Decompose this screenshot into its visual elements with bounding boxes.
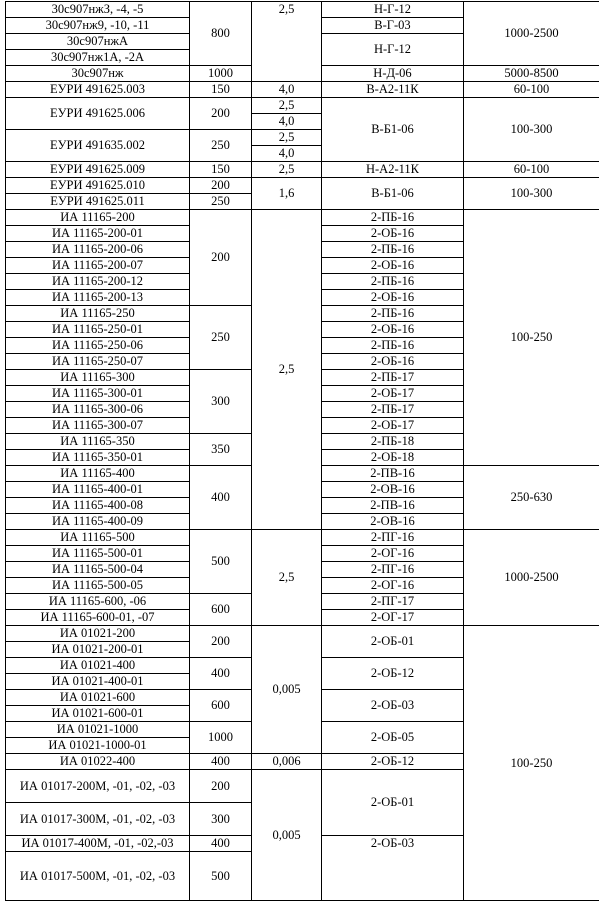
drive-cell: 2-ОБ-16 xyxy=(322,290,464,306)
drive-cell: 2-ОБ-12 xyxy=(322,658,464,690)
drive-cell: 2-ОГ-17 xyxy=(322,610,464,626)
drive-cell: 2-ПВ-16 xyxy=(322,498,464,514)
nominal-diameter-cell: 300 xyxy=(190,803,252,836)
drive-cell: 2-ПБ-16 xyxy=(322,210,464,226)
drive-cell: 2-ПБ-17 xyxy=(322,402,464,418)
valve-name-cell: 30с907нжА xyxy=(6,34,190,50)
drive-cell: 2-ОБ-17 xyxy=(322,386,464,402)
table-row xyxy=(6,2,600,18)
pressure-cell: 2,5 xyxy=(252,210,322,530)
valve-name-cell: ИА 11165-250-07 xyxy=(6,354,190,370)
drive-cell: 2-ОВ-16 xyxy=(322,514,464,530)
drive-cell: 2-ПГ-16 xyxy=(322,562,464,578)
valve-name-cell: ИА 01021-1000-01 xyxy=(6,738,190,754)
pressure-cell: 0,005 xyxy=(252,770,322,901)
torque-range-cell: 60-100 xyxy=(464,162,600,178)
drive-cell: В-Б1-06 xyxy=(322,98,464,162)
valve-name-cell: ИА 11165-300-06 xyxy=(6,402,190,418)
drive-cell: 2-ОБ-16 xyxy=(322,258,464,274)
valve-name-cell: 30с907нж xyxy=(6,66,190,82)
table-row xyxy=(6,98,600,114)
torque-range-cell: 60-100 xyxy=(464,82,600,98)
drive-cell: 2-ПБ-18 xyxy=(322,434,464,450)
nominal-diameter-cell: 600 xyxy=(190,690,252,722)
valve-name-cell: ИА 11165-500-05 xyxy=(6,578,190,594)
valve-name-cell: ИА 11165-400-01 xyxy=(6,482,190,498)
valve-name-cell: ИА 11165-500 xyxy=(6,530,190,546)
drive-cell: В-Г-03 xyxy=(322,18,464,34)
valve-name-cell: ИА 11165-200 xyxy=(6,210,190,226)
drive-cell: Н-Г-12 xyxy=(322,34,464,66)
drive-cell: 2-ОБ-16 xyxy=(322,354,464,370)
torque-range-cell: 1000-2500 xyxy=(464,2,600,66)
torque-range-cell: 100-250 xyxy=(464,626,600,901)
valve-name-cell: ИА 11165-500-04 xyxy=(6,562,190,578)
table-row xyxy=(6,162,600,178)
drive-cell: 2-ПБ-17 xyxy=(322,370,464,386)
valve-name-cell: ИА 11165-250-01 xyxy=(6,322,190,338)
nominal-diameter-cell: 600 xyxy=(190,594,252,626)
torque-range-cell: 100-250 xyxy=(464,210,600,466)
valve-name-cell: 30с907нж9, -10, -11 xyxy=(6,18,190,34)
valve-name-cell: ЕУРИ 491625.010 xyxy=(6,178,190,194)
nominal-diameter-cell: 800 xyxy=(190,2,252,66)
valve-name-cell: ИА 11165-400 xyxy=(6,466,190,482)
valve-name-cell: ИА 11165-600, -06 xyxy=(6,594,190,610)
drive-cell: Н-Г-12 xyxy=(322,2,464,18)
valve-name-cell: ИА 01021-200-01 xyxy=(6,642,190,658)
valve-name-cell: 30с907нжЗ, -4, -5 xyxy=(6,2,190,18)
table-row xyxy=(6,178,600,194)
valve-name-cell: ИА 01021-1000 xyxy=(6,722,190,738)
valve-name-cell: ИА 11165-250-06 xyxy=(6,338,190,354)
pressure-cell: 1,6 xyxy=(252,178,322,210)
table-row xyxy=(6,626,600,642)
drive-cell: 2-ОБ-12 xyxy=(322,754,464,770)
nominal-diameter-cell: 250 xyxy=(190,306,252,370)
pressure-cell: 2,5 xyxy=(252,98,322,114)
valve-name-cell: ИА 01021-200 xyxy=(6,626,190,642)
pressure-cell: 4,0 xyxy=(252,146,322,162)
pressure-cell: 2,5 xyxy=(252,162,322,178)
valve-name-cell: ИА 01017-200М, -01, -02, -03 xyxy=(6,770,190,803)
nominal-diameter-cell: 200 xyxy=(190,98,252,130)
pressure-cell: 2,5 xyxy=(252,130,322,146)
nominal-diameter-cell: 200 xyxy=(190,210,252,306)
drive-cell: В-А2-11К xyxy=(322,82,464,98)
nominal-diameter-cell: 200 xyxy=(190,770,252,803)
drive-cell: 2-ОБ-17 xyxy=(322,418,464,434)
drive-cell: 2-ОБ-03 xyxy=(322,836,464,901)
valve-name-cell: ИА 11165-350 xyxy=(6,434,190,450)
drive-cell: 2-ОБ-18 xyxy=(322,450,464,466)
drive-cell: 2-ПВ-16 xyxy=(322,466,464,482)
valve-name-cell: ИА 11165-200-13 xyxy=(6,290,190,306)
drive-cell: 2-ОБ-16 xyxy=(322,226,464,242)
valve-name-cell: ИА 01021-600-01 xyxy=(6,706,190,722)
valve-name-cell: ИА 11165-200-12 xyxy=(6,274,190,290)
valve-name-cell: ИА 11165-250 xyxy=(6,306,190,322)
nominal-diameter-cell: 150 xyxy=(190,82,252,98)
drive-cell: 2-ОБ-05 xyxy=(322,722,464,754)
drive-cell: 2-ПБ-16 xyxy=(322,306,464,322)
drive-cell: 2-ОВ-16 xyxy=(322,482,464,498)
drive-cell: Н-А2-11К xyxy=(322,162,464,178)
nominal-diameter-cell: 350 xyxy=(190,434,252,466)
valve-name-cell: ИА 11165-300 xyxy=(6,370,190,386)
pressure-cell: 0,006 xyxy=(252,754,322,770)
nominal-diameter-cell: 250 xyxy=(190,194,252,210)
nominal-diameter-cell: 1000 xyxy=(190,66,252,82)
torque-range-cell: 250-630 xyxy=(464,466,600,530)
pressure-cell: 4,0 xyxy=(252,82,322,98)
valve-spec-table xyxy=(5,1,599,901)
valve-name-cell: 30с907нж1А, -2А xyxy=(6,50,190,66)
drive-cell: 2-ОБ-01 xyxy=(322,770,464,836)
table-row xyxy=(6,82,600,98)
valve-name-cell: ИА 11165-600-01, -07 xyxy=(6,610,190,626)
valve-name-cell: ИА 11165-200-01 xyxy=(6,226,190,242)
torque-range-cell: 100-300 xyxy=(464,178,600,210)
valve-name-cell: ИА 01021-600 xyxy=(6,690,190,706)
nominal-diameter-cell: 500 xyxy=(190,530,252,594)
valve-name-cell: ИА 11165-400-08 xyxy=(6,498,190,514)
nominal-diameter-cell: 500 xyxy=(190,852,252,901)
drive-cell: 2-ОБ-01 xyxy=(322,626,464,658)
drive-cell: 2-ПГ-16 xyxy=(322,530,464,546)
valve-name-cell: ИА 11165-200-06 xyxy=(6,242,190,258)
valve-name-cell: ИА 01017-500М, -01, -02, -03 xyxy=(6,852,190,901)
valve-name-cell: ЕУРИ 491625.006 xyxy=(6,98,190,130)
drive-cell: 2-ОБ-03 xyxy=(322,690,464,722)
drive-cell: 2-ОГ-16 xyxy=(322,546,464,562)
valve-name-cell: ИА 01021-400 xyxy=(6,658,190,674)
drive-cell: В-Б1-06 xyxy=(322,178,464,210)
nominal-diameter-cell: 200 xyxy=(190,626,252,658)
nominal-diameter-cell: 400 xyxy=(190,658,252,690)
valve-name-cell: ИА 11165-200-07 xyxy=(6,258,190,274)
drive-cell: 2-ПБ-16 xyxy=(322,274,464,290)
valve-name-cell: ИА 11165-350-01 xyxy=(6,450,190,466)
document-page xyxy=(5,1,599,905)
nominal-diameter-cell: 150 xyxy=(190,162,252,178)
valve-name-cell: ЕУРИ 491625.003 xyxy=(6,82,190,98)
valve-name-cell: ЕУРИ 491635.002 xyxy=(6,130,190,162)
drive-cell: 2-ОБ-16 xyxy=(322,322,464,338)
pressure-cell: 4,0 xyxy=(252,114,322,130)
nominal-diameter-cell: 1000 xyxy=(190,722,252,754)
valve-name-cell: ИА 11165-300-07 xyxy=(6,418,190,434)
valve-name-cell: ИА 01017-300М, -01, -02, -03 xyxy=(6,803,190,836)
valve-name-cell: ЕУРИ 491625.011 xyxy=(6,194,190,210)
pressure-cell: 2,5 xyxy=(252,2,322,82)
torque-range-cell: 1000-2500 xyxy=(464,530,600,626)
valve-name-cell: ИА 01017-400М, -01, -02,-03 xyxy=(6,836,190,852)
nominal-diameter-cell: 400 xyxy=(190,836,252,852)
torque-range-cell: 100-300 xyxy=(464,98,600,162)
valve-name-cell: ИА 01021-400-01 xyxy=(6,674,190,690)
nominal-diameter-cell: 400 xyxy=(190,466,252,530)
table-row xyxy=(6,530,600,546)
drive-cell: Н-Д-06 xyxy=(322,66,464,82)
nominal-diameter-cell: 400 xyxy=(190,754,252,770)
torque-range-cell: 5000-8500 xyxy=(464,66,600,82)
valve-name-cell: ИА 11165-400-09 xyxy=(6,514,190,530)
nominal-diameter-cell: 200 xyxy=(190,178,252,194)
nominal-diameter-cell: 300 xyxy=(190,370,252,434)
valve-name-cell: ИА 11165-300-01 xyxy=(6,386,190,402)
drive-cell: 2-ОГ-16 xyxy=(322,578,464,594)
valve-name-cell: ИА 11165-500-01 xyxy=(6,546,190,562)
nominal-diameter-cell: 250 xyxy=(190,130,252,162)
drive-cell: 2-ПБ-16 xyxy=(322,338,464,354)
valve-name-cell: ИА 01022-400 xyxy=(6,754,190,770)
drive-cell: 2-ПГ-17 xyxy=(322,594,464,610)
pressure-cell: 0,005 xyxy=(252,626,322,754)
pressure-cell: 2,5 xyxy=(252,530,322,626)
table-row xyxy=(6,210,600,226)
valve-name-cell: ЕУРИ 491625.009 xyxy=(6,162,190,178)
drive-cell: 2-ПБ-16 xyxy=(322,242,464,258)
